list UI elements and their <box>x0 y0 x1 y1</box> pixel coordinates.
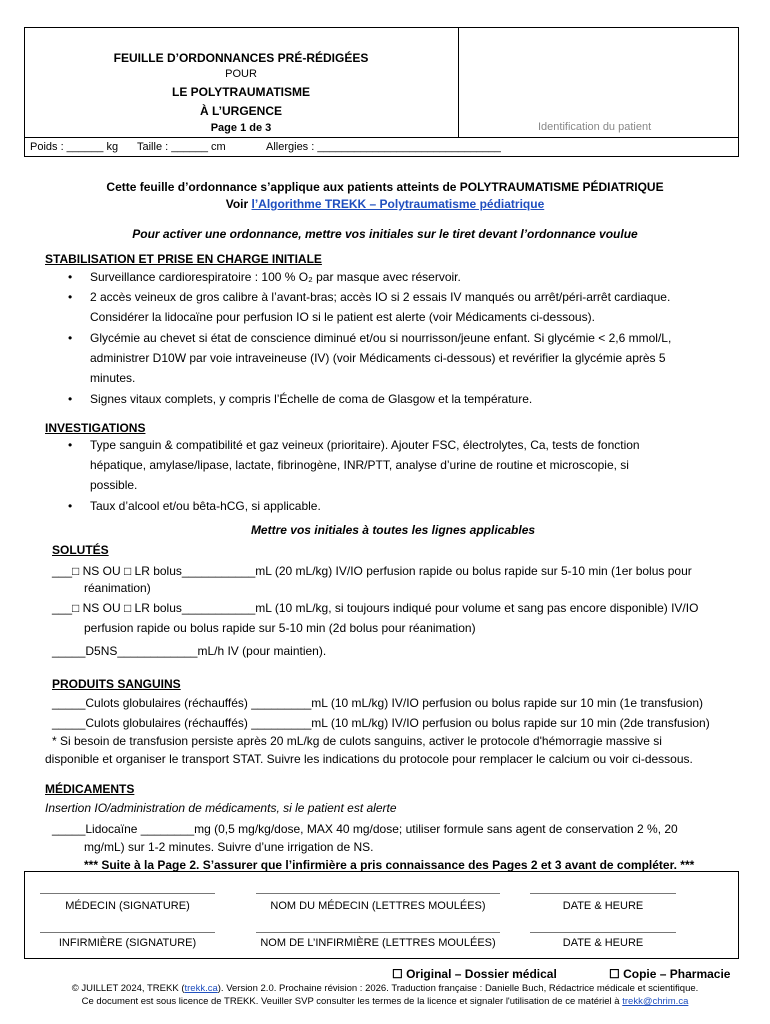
form-subtitle-2: À L’URGENCE <box>199 104 282 118</box>
solutes-heading: SOLUTÉS <box>52 543 109 557</box>
sang-note-2: disponible et organiser le transport STAT. Suivre les indications du protocole pour remplacer le calcium ou voir ci-dessous. <box>45 752 693 766</box>
trekk-link[interactable]: trekk.ca <box>184 983 218 994</box>
form-title: FEUILLE D’ORDONNANCES PRÉ-RÉDIGÉES <box>113 51 369 65</box>
bullet-dot: • <box>68 331 73 345</box>
inv-item-1b: hépatique, amylase/lipase, lactate, fibrinogène, INR/PTT, analyse d’urine de routine et microscopie, si <box>90 458 629 472</box>
intro-voir <box>0 197 770 211</box>
patient-id-label: Identification du patient <box>538 121 652 133</box>
activation-instruction: Pour activer une ordonnance, mettre vos initiales sur le tiret devant l’ordonnance voulue <box>132 227 638 241</box>
stabilisation-heading: STABILISATION ET PRISE EN CHARGE INITIALE <box>45 252 322 266</box>
poids-field[interactable]: Poids : ______ kg <box>30 141 119 153</box>
footer-license-text: Ce document est sous licence de TREKK. Veuiller SVP consulter les termes de la licence et signaler l'utilisation de ce matériel à <box>81 996 623 1007</box>
medicaments-sub: Insertion IO/administration de médicaments, si le patient est alerte <box>45 801 397 815</box>
bullet-dot: • <box>68 438 73 452</box>
solutes-bolus-2[interactable]: ___□ NS OU □ LR bolus___________mL (10 mL/kg, si toujours indiqué pour volume et sang pas encore disponible) IV/IO <box>52 601 699 615</box>
solutes-bolus-1[interactable]: ___□ NS OU □ LR bolus___________mL (20 mL/kg) IV/IO perfusion rapide ou bolus rapide sur 5-10 min (1er bolus pour <box>52 564 692 578</box>
date1-line[interactable] <box>530 893 676 894</box>
copie-checkbox[interactable]: ☐ Copie – Pharmacie <box>609 967 731 981</box>
medecin-signature-line[interactable] <box>40 893 215 894</box>
initials-note: Mettre vos initiales à toutes les lignes applicables <box>250 523 536 537</box>
allergies-field[interactable]: Allergies : ______________________________ <box>266 141 501 153</box>
lidocaine-line-cont: mg/mL) sur 1-2 minutes. Suivre d’une irrigation de NS. <box>84 840 374 854</box>
infirmiere-signature-label: INFIRMIÈRE (SIGNATURE) <box>58 937 197 949</box>
investigations-heading: INVESTIGATIONS <box>45 421 146 435</box>
solutes-bolus-2-cont: perfusion rapide ou bolus rapide sur 5-10 min (2d bolus pour réanimation) <box>84 621 476 635</box>
intro-voir-label: Voir <box>225 197 252 211</box>
stab-item-4: Signes vitaux complets, y compris l’Échelle de coma de Glasgow et la température. <box>90 392 533 406</box>
suite-note: *** Suite à la Page 2. S’assurer que l’infirmière a pris connaissance des Pages 2 et 3 avant de compléter. *** <box>84 858 695 872</box>
medecin-signature-label: MÉDECIN (SIGNATURE) <box>65 900 190 912</box>
solutes-bolus-1-cont: réanimation) <box>84 581 151 595</box>
stab-item-3b: administrer D10W par voie intraveineuse (IV) (voir Médicaments ci-dessous) et revérifier la glycémie après 5 <box>90 351 666 365</box>
sang-note-1: * Si besoin de transfusion persiste après 20 mL/kg de culots sanguins, activer le protocole d'hémorragie massive si <box>52 734 662 748</box>
stab-item-2b: Considérer la lidocaïne pour perfusion IO si le patient est alerte (voir Médicaments ci-dessous). <box>90 310 595 324</box>
date1-label: DATE & HEURE <box>562 900 644 912</box>
medecin-name-label: NOM DU MÉDECIN (LETTRES MOULÉES) <box>270 900 486 912</box>
original-checkbox[interactable]: ☐ Original – Dossier médical <box>392 967 557 981</box>
form-subtitle-1: LE POLYTRAUMATISME <box>171 85 310 99</box>
inv-item-1c: possible. <box>90 478 138 492</box>
taille-field[interactable]: Taille : ______ cm <box>137 141 226 153</box>
footer-license <box>0 996 770 1007</box>
sang-culots-1[interactable]: _____Culots globulaires (réchauffés) _________mL (10 mL/kg) IV/IO perfusion ou bolus rapide sur 10 min (1e transfusion) <box>52 696 704 710</box>
header-divider <box>458 27 459 137</box>
stab-item-3c: minutes. <box>90 371 136 385</box>
infirmiere-name-line[interactable] <box>256 932 500 933</box>
bullet-dot: • <box>68 270 73 284</box>
sang-heading: PRODUITS SANGUINS <box>52 677 181 691</box>
stab-item-3a: Glycémie au chevet si état de conscience diminué et/ou si nourrisson/jeune enfant. Si glycémie < 2,6 mmol/L, <box>90 331 672 345</box>
footer-copyright <box>0 983 770 994</box>
page-number: Page 1 de 3 <box>210 122 272 134</box>
medecin-name-line[interactable] <box>256 893 500 894</box>
infirmiere-name-label: NOM DE L’INFIRMIÈRE (LETTRES MOULÉES) <box>260 937 496 949</box>
date2-label: DATE & HEURE <box>562 937 644 949</box>
bullet-dot: • <box>68 499 73 513</box>
inv-item-1a: Type sanguin & compatibilité et gaz veineux (prioritaire). Ajouter FSC, électrolytes, Ca, tests de fonction <box>90 438 640 452</box>
inv-item-2: Taux d’alcool et/ou bêta-hCG, si applicable. <box>90 499 321 513</box>
intro-line: Cette feuille d’ordonnance s’applique aux patients atteints de POLYTRAUMATISME PÉDIATRIQUE <box>106 180 664 194</box>
sang-culots-2[interactable]: _____Culots globulaires (réchauffés) _________mL (10 mL/kg) IV/IO perfusion ou bolus rapide sur 10 min (2de transfusion) <box>52 716 710 730</box>
stab-item-2a: 2 accès veineux de gros calibre à l’avant-bras; accès IO si 2 essais IV manqués ou arrêt/péri-arrêt cardiaque. <box>90 290 671 304</box>
header-line <box>24 137 739 138</box>
footer-copyright-text-2: ). Version 2.0. Prochaine révision : 2026. Traduction française : Danielle Buch, Rédactrice médicale et scientifique. <box>217 983 699 994</box>
medicaments-heading: MÉDICAMENTS <box>45 782 135 796</box>
bullet-dot: • <box>68 290 73 304</box>
solutes-d5ns[interactable]: _____D5NS____________mL/h IV (pour maintien). <box>52 644 327 658</box>
infirmiere-signature-line[interactable] <box>40 932 215 933</box>
stab-item-1: Surveillance cardiorespiratoire : 100 % O₂ par masque avec réservoir. <box>90 270 461 284</box>
lidocaine-line[interactable]: _____Lidocaïne ________mg (0,5 mg/kg/dose, MAX 40 mg/dose; utiliser formule sans agent de conservation 2 %, 20 <box>52 822 678 836</box>
footer-copyright-text: © JUILLET 2024, TREKK ( <box>71 983 185 994</box>
trekk-email-link[interactable]: trekk@chrim.ca <box>622 996 689 1007</box>
bullet-dot: • <box>68 392 73 406</box>
date2-line[interactable] <box>530 932 676 933</box>
algorithm-link[interactable]: l’Algorithme TREKK – Polytraumatisme pédiatrique <box>251 197 545 211</box>
form-pour: POUR <box>225 68 257 80</box>
